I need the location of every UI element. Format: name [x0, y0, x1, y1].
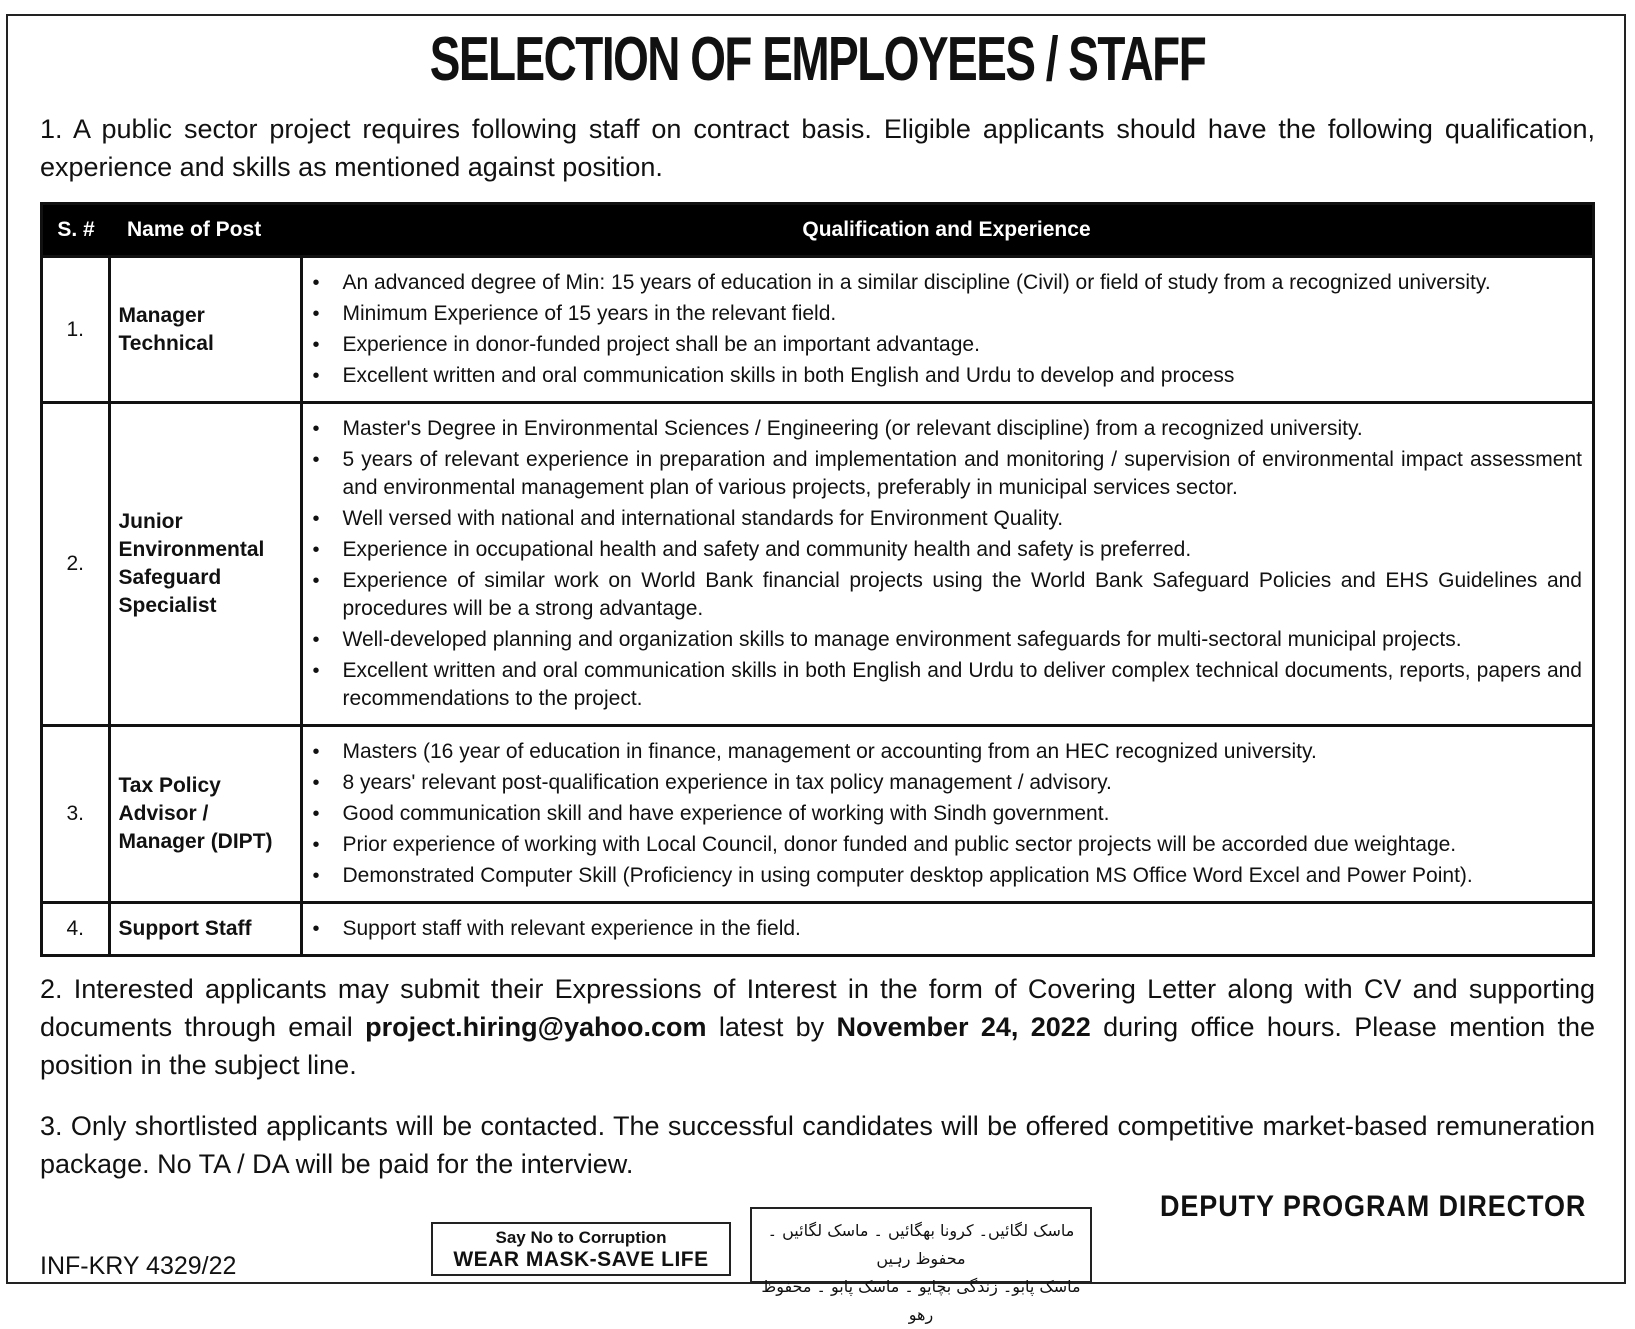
application-text: 2. Interested applicants may submit their Expressions of Interest in the form of Covering Letter along with CV and supporting documents through email [40, 974, 1595, 1042]
qualification-item: • Experience in occupational health and safety and community health and safety is preferred. [311, 536, 1583, 564]
row-post-name: Support Staff [109, 903, 301, 956]
qualification-item: • Experience of similar work on World Bank financial projects using the World Bank Safeguard Policies and EHS Guidelines and procedures will be a strong advantage. [311, 567, 1583, 623]
application-text: during office hours. Please mention the position in the subject line. [40, 1012, 1596, 1080]
row-qualifications [301, 726, 1594, 903]
application-text: latest by [706, 1012, 837, 1042]
row-qualifications [301, 403, 1594, 726]
row-post-name: Manager Technical [109, 257, 301, 403]
sindhi-slogan-line: ماسک پابو۔ زندگی بچایو ۔ ماسک پابو ۔ محفوظ رھو [761, 1277, 1081, 1324]
table-row [42, 403, 1594, 726]
header-qualification: Qualification and Experience [301, 204, 1594, 257]
mask-slogan: WEAR MASK-SAVE LIFE [453, 1248, 709, 1271]
table-header-row [42, 204, 1594, 257]
intro-paragraph: 1. A public sector project requires following staff on contract basis. Eligible applicants should have the following qualification, experience and skills as mentioned against position. [40, 114, 1595, 182]
header-name-of-post: Name of Post [109, 204, 301, 257]
qualification-item: • Excellent written and oral communication skills in both English and Urdu to deliver complex technical documents, reports, papers and recommendations to the project. [311, 657, 1583, 713]
qualification-item: • Well-developed planning and organization skills to manage environment safeguards for multi-sectoral municipal projects. [311, 626, 1583, 654]
positions-table [40, 202, 1595, 957]
qualification-item: • Prior experience of working with Local Council, donor funded and public sector projects will be accorded due weightage. [311, 831, 1583, 859]
signatory: DEPUTY PROGRAM DIRECTOR [1160, 1190, 1587, 1223]
row-serial-number: 1. [42, 257, 110, 403]
anti-corruption-box [431, 1222, 731, 1276]
qualification-item: • Minimum Experience of 15 years in the relevant field. [311, 300, 1583, 328]
qualification-item: • Master's Degree in Environmental Sciences / Engineering (or relevant discipline) from a recognized university. [311, 415, 1583, 443]
qualification-item: • Well versed with national and international standards for Environment Quality. [311, 505, 1583, 533]
shortlist-paragraph: 3. Only shortlisted applicants will be contacted. The successful candidates will be offered competitive market-based remuneration package. No TA / DA will be paid for the interview. [40, 1111, 1595, 1179]
corruption-slogan: Say No to Corruption [495, 1228, 667, 1247]
qualification-item: • Excellent written and oral communication skills in both English and Urdu to develop and process [311, 362, 1583, 390]
row-post-name: Junior Environmental Safeguard Specialist [109, 403, 301, 726]
qualification-item: • 5 years of relevant experience in preparation and implementation and monitoring / supervision of environmental impact assessment and environmental management plan of various projects, preferably in municipal services sector. [311, 446, 1583, 502]
row-serial-number: 3. [42, 726, 110, 903]
page-title: SELECTION OF EMPLOYEES / STAFF [429, 25, 1206, 94]
urdu-mask-box [750, 1207, 1092, 1324]
deadline-date: November 24, 2022 [836, 1012, 1091, 1042]
qualification-item: • Good communication skill and have experience of working with Sindh government. [311, 800, 1583, 828]
reference-number: INF-KRY 4329/22 [40, 1252, 237, 1280]
row-qualifications [301, 257, 1594, 403]
row-serial-number: 2. [42, 403, 110, 726]
qualification-item: • Support staff with relevant experience in the field. [311, 915, 1583, 943]
qualification-item: • Demonstrated Computer Skill (Proficiency in using computer desktop application MS Office Word Excel and Power Point). [311, 862, 1583, 890]
qualification-item: • Experience in donor-funded project shall be an important advantage. [311, 331, 1583, 359]
qualification-item: • 8 years' relevant post-qualification experience in tax policy management / advisory. [311, 769, 1583, 797]
urdu-slogan-line: ماسک لگائیں۔ کرونا بھگائیں ۔ ماسک لگائیں ۔ محفوظ رہیں [767, 1221, 1075, 1268]
table-row [42, 257, 1594, 403]
qualification-item: • Masters (16 year of education in finance, management or accounting from an HEC recognized university. [311, 738, 1583, 766]
table-row [42, 726, 1594, 903]
table-row [42, 903, 1594, 956]
header-serial-number: S. # [42, 204, 110, 257]
row-qualifications [301, 903, 1594, 956]
contact-email: project.hiring@yahoo.com [365, 1012, 707, 1042]
row-serial-number: 4. [42, 903, 110, 956]
application-paragraph [40, 970, 1595, 1084]
qualification-item: • An advanced degree of Min: 15 years of education in a similar discipline (Civil) or field of study from a recognized university. [311, 269, 1583, 297]
row-post-name: Tax Policy Advisor / Manager (DIPT) [109, 726, 301, 903]
